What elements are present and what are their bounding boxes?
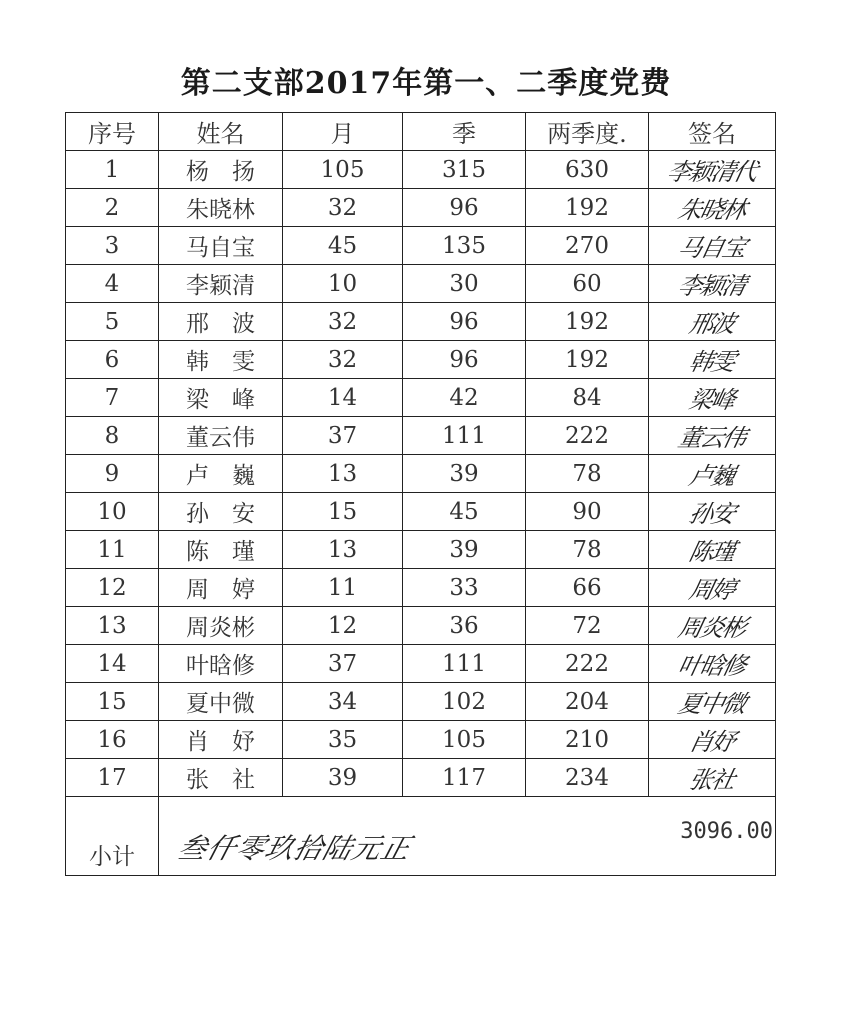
- cell-number: 13: [66, 607, 159, 645]
- cell-quarter: 39: [403, 455, 526, 493]
- cell-two-quarters: 60: [526, 265, 649, 303]
- cell-name: 叶晗修: [159, 645, 283, 683]
- cell-signature: [649, 493, 776, 531]
- cell-signature: [649, 531, 776, 569]
- table-row: [66, 379, 776, 417]
- cell-signature: [649, 341, 776, 379]
- cell-quarter: 36: [403, 607, 526, 645]
- header-month: 月: [283, 113, 403, 151]
- cell-quarter: 135: [403, 227, 526, 265]
- cell-name: 邢 波: [159, 303, 283, 341]
- cell-signature: [649, 569, 776, 607]
- cell-quarter: 39: [403, 531, 526, 569]
- total-amount: 3096.00: [680, 819, 773, 844]
- cell-month: 39: [283, 759, 403, 797]
- cell-number: 14: [66, 645, 159, 683]
- cell-name: 肖 妤: [159, 721, 283, 759]
- cell-month: 37: [283, 417, 403, 455]
- table-row: [66, 417, 776, 455]
- cell-signature: [649, 303, 776, 341]
- handwritten-signature: 夏中微: [675, 690, 748, 718]
- cell-quarter: 45: [403, 493, 526, 531]
- cell-quarter: 111: [403, 645, 526, 683]
- cell-quarter: 42: [403, 379, 526, 417]
- cell-name: 梁 峰: [159, 379, 283, 417]
- subtotal-label: 小计: [66, 797, 159, 876]
- table-row: [66, 189, 776, 227]
- handwritten-signature: 张社: [686, 766, 737, 794]
- cell-two-quarters: 630: [526, 151, 649, 189]
- party-fee-table: [65, 112, 776, 876]
- cell-number: 16: [66, 721, 159, 759]
- cell-month: 37: [283, 645, 403, 683]
- cell-number: 15: [66, 683, 159, 721]
- cell-name: 董云伟: [159, 417, 283, 455]
- table-body: [66, 151, 776, 797]
- cell-month: 32: [283, 341, 403, 379]
- cell-month: 10: [283, 265, 403, 303]
- handwritten-signature: 梁峰: [686, 386, 737, 414]
- cell-quarter: 105: [403, 721, 526, 759]
- handwritten-signature: 肖妤: [686, 728, 737, 756]
- cell-two-quarters: 78: [526, 455, 649, 493]
- table-row: [66, 683, 776, 721]
- cell-quarter: 315: [403, 151, 526, 189]
- table-row: [66, 721, 776, 759]
- cell-month: 11: [283, 569, 403, 607]
- cell-signature: [649, 607, 776, 645]
- cell-quarter: 117: [403, 759, 526, 797]
- subtotal-amount-cell: [159, 797, 776, 876]
- cell-month: 14: [283, 379, 403, 417]
- header-signature: 签名: [649, 113, 776, 151]
- cell-quarter: 102: [403, 683, 526, 721]
- cell-month: 34: [283, 683, 403, 721]
- cell-name: 卢 巍: [159, 455, 283, 493]
- cell-month: 13: [283, 455, 403, 493]
- cell-signature: [649, 683, 776, 721]
- table-row: [66, 645, 776, 683]
- cell-number: 2: [66, 189, 159, 227]
- cell-name: 李颖清: [159, 265, 283, 303]
- subtotal-row: [66, 797, 776, 876]
- cell-two-quarters: 192: [526, 189, 649, 227]
- cell-two-quarters: 66: [526, 569, 649, 607]
- cell-month: 32: [283, 303, 403, 341]
- handwritten-signature: 邢波: [686, 310, 737, 338]
- table-row: [66, 569, 776, 607]
- cell-two-quarters: 234: [526, 759, 649, 797]
- cell-signature: [649, 455, 776, 493]
- table-row: [66, 265, 776, 303]
- cell-quarter: 33: [403, 569, 526, 607]
- table-row: [66, 493, 776, 531]
- cell-two-quarters: 84: [526, 379, 649, 417]
- cell-name: 杨 扬: [159, 151, 283, 189]
- handwritten-signature: 孙安: [686, 500, 737, 528]
- handwritten-signature: 李颖清代: [664, 158, 759, 186]
- cell-name: 陈 瑾: [159, 531, 283, 569]
- cell-two-quarters: 72: [526, 607, 649, 645]
- cell-quarter: 96: [403, 341, 526, 379]
- cell-signature: [649, 759, 776, 797]
- handwritten-signature: 周炎彬: [675, 614, 748, 642]
- cell-name: 韩 雯: [159, 341, 283, 379]
- cell-month: 45: [283, 227, 403, 265]
- document-title: 第二支部2017年第一、二季度党费: [180, 66, 672, 101]
- cell-name: 马自宝: [159, 227, 283, 265]
- cell-two-quarters: 192: [526, 303, 649, 341]
- cell-number: 12: [66, 569, 159, 607]
- cell-two-quarters: 192: [526, 341, 649, 379]
- table-row: [66, 227, 776, 265]
- handwritten-signature: 周婷: [686, 576, 737, 604]
- header-quarter: 季: [403, 113, 526, 151]
- table-row: [66, 607, 776, 645]
- cell-number: 11: [66, 531, 159, 569]
- cell-signature: [649, 721, 776, 759]
- cell-month: 105: [283, 151, 403, 189]
- cell-two-quarters: 210: [526, 721, 649, 759]
- cell-month: 15: [283, 493, 403, 531]
- cell-number: 17: [66, 759, 159, 797]
- cell-month: 35: [283, 721, 403, 759]
- table-row: [66, 341, 776, 379]
- cell-two-quarters: 270: [526, 227, 649, 265]
- header-name: 姓名: [159, 113, 283, 151]
- cell-signature: [649, 227, 776, 265]
- cell-two-quarters: 204: [526, 683, 649, 721]
- cell-signature: [649, 379, 776, 417]
- cell-quarter: 96: [403, 189, 526, 227]
- handwritten-signature: 朱晓林: [675, 196, 748, 224]
- header-two-quarters: 两季度.: [526, 113, 649, 151]
- cell-number: 1: [66, 151, 159, 189]
- cell-number: 10: [66, 493, 159, 531]
- cell-two-quarters: 78: [526, 531, 649, 569]
- cell-number: 6: [66, 341, 159, 379]
- cell-two-quarters: 90: [526, 493, 649, 531]
- cell-name: 周炎彬: [159, 607, 283, 645]
- cell-number: 8: [66, 417, 159, 455]
- header-row: [66, 113, 776, 151]
- cell-month: 12: [283, 607, 403, 645]
- handwritten-signature: 马自宝: [675, 234, 748, 262]
- cell-month: 32: [283, 189, 403, 227]
- cell-name: 周 婷: [159, 569, 283, 607]
- cell-signature: [649, 189, 776, 227]
- cell-two-quarters: 222: [526, 645, 649, 683]
- table-row: [66, 303, 776, 341]
- cell-signature: [649, 265, 776, 303]
- cell-quarter: 30: [403, 265, 526, 303]
- cell-signature: [649, 645, 776, 683]
- cell-number: 5: [66, 303, 159, 341]
- cell-number: 4: [66, 265, 159, 303]
- handwritten-signature: 董云伟: [675, 424, 748, 452]
- cell-two-quarters: 222: [526, 417, 649, 455]
- cell-number: 9: [66, 455, 159, 493]
- cell-signature: [649, 151, 776, 189]
- handwritten-signature: 李颖清: [675, 272, 748, 300]
- handwritten-signature: 卢巍: [686, 462, 737, 490]
- cell-name: 张 社: [159, 759, 283, 797]
- table-row: [66, 455, 776, 493]
- cell-signature: [649, 417, 776, 455]
- handwritten-signature: 叶晗修: [675, 652, 748, 680]
- cell-quarter: 96: [403, 303, 526, 341]
- handwritten-signature: 陈瑾: [686, 538, 737, 566]
- header-number: 序号: [66, 113, 159, 151]
- cell-name: 孙 安: [159, 493, 283, 531]
- cell-quarter: 111: [403, 417, 526, 455]
- table-row: [66, 531, 776, 569]
- handwritten-signature: 韩雯: [686, 348, 737, 376]
- amount-in-words: 叁仟零玖拾陆元正: [174, 832, 416, 865]
- cell-month: 13: [283, 531, 403, 569]
- cell-name: 朱晓林: [159, 189, 283, 227]
- cell-number: 7: [66, 379, 159, 417]
- cell-name: 夏中微: [159, 683, 283, 721]
- cell-number: 3: [66, 227, 159, 265]
- table-row: [66, 151, 776, 189]
- table-row: [66, 759, 776, 797]
